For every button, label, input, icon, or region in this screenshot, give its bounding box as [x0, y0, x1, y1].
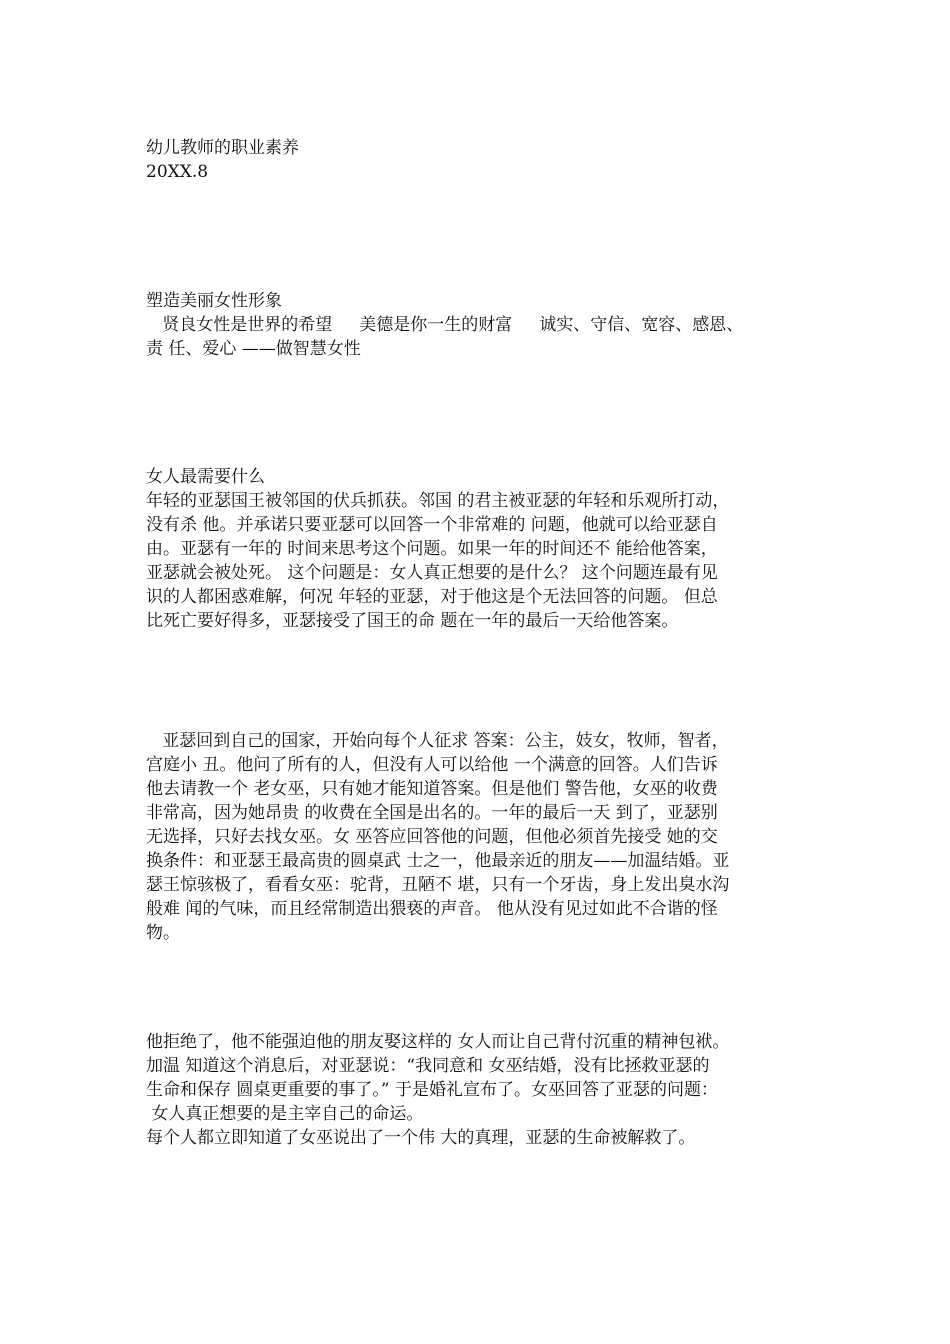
section-ideal-woman: [146, 289, 806, 361]
section-heading: 女人最需要什么: [146, 467, 265, 487]
section-what-women-want: [146, 465, 806, 633]
text-line: 瑟王惊骇极了，看看女巫：驼背，丑陋不 堪，只有一个牙齿，身上发出臭水沟: [146, 875, 730, 895]
story-paragraph-answer: [146, 1030, 806, 1150]
document-date: 20XX.8: [146, 162, 209, 182]
section-heading: 塑造美丽女性形象: [146, 291, 282, 311]
text-line: 物。: [146, 923, 180, 943]
document-title: 幼儿教师的职业素养: [146, 138, 299, 158]
text-line: 贤良女性是世界的希望 美德是你一生的财富 诚实、守信、宽容、感恩、: [146, 315, 744, 335]
text-line: 年轻的亚瑟国王被邻国的伏兵抓获。邻国 的君主被亚瑟的年轻和乐观所打动，: [146, 491, 730, 511]
text-line: 女人真正想要的是主宰自己的命运。: [146, 1104, 424, 1124]
text-line: 亚瑟回到自己的国家，开始向每个人征求 答案：公主，妓女，牧师，智者，: [146, 731, 729, 751]
text-line: 加温 知道这个消息后，对亚瑟说：“我同意和 女巫结婚，没有比拯救亚瑟的: [146, 1056, 710, 1076]
story-paragraph-witch: [146, 729, 806, 945]
text-line: 他拒绝了，他不能强迫他的朋友娶这样的 女人而让自己背付沉重的精神包袱。: [146, 1032, 730, 1052]
text-line: 识的人都困惑难解，何况 年轻的亚瑟，对于他这是个无法回答的问题。 但总: [146, 587, 718, 607]
text-line: 般难 闻的气味，而且经常制造出猥亵的声音。 他从没有见过如此不合谐的怪: [146, 899, 718, 919]
text-line: 责 任、爱心 ——做智慧女性: [146, 339, 361, 359]
text-line: 每个人都立即知道了女巫说出了一个伟 大的真理，亚瑟的生命被解救了。: [146, 1128, 696, 1148]
text-line: 由。亚瑟有一年的 时间来思考这个问题。如果一年的时间还不 能给他答案，: [146, 539, 718, 559]
text-line: 亚瑟就会被处死。 这个问题是：女人真正想要的是什么？ 这个问题连最有见: [146, 563, 718, 583]
text-line: 生命和保存 圆桌更重要的事了。” 于是婚礼宣布了。女巫回答了亚瑟的问题：: [146, 1080, 718, 1100]
text-line: 他去请教一个 老女巫，只有她才能知道答案。但是他们 警告他，女巫的收费: [146, 779, 718, 799]
text-line: 无选择，只好去找女巫。女 巫答应回答他的问题，但他必须首先接受 她的交: [146, 827, 718, 847]
text-line: 非常高，因为她昂贵 的收费在全国是出名的。一年的最后一天 到了，亚瑟别: [146, 803, 718, 823]
text-line: 宫庭小 丑。他问了所有的人，但没有人可以给他 一个满意的回答。人们告诉: [146, 755, 718, 775]
text-line: 换条件：和亚瑟王最高贵的圆桌武 士之一，他最亲近的朋友——加温结婚。亚: [146, 851, 730, 871]
document-header: [146, 136, 806, 184]
text-line: 比死亡要好得多，亚瑟接受了国王的命 题在一年的最后一天给他答案。: [146, 611, 679, 631]
text-line: 没有杀 他。并承诺只要亚瑟可以回答一个非常难的 问题，他就可以给亚瑟自: [146, 515, 718, 535]
